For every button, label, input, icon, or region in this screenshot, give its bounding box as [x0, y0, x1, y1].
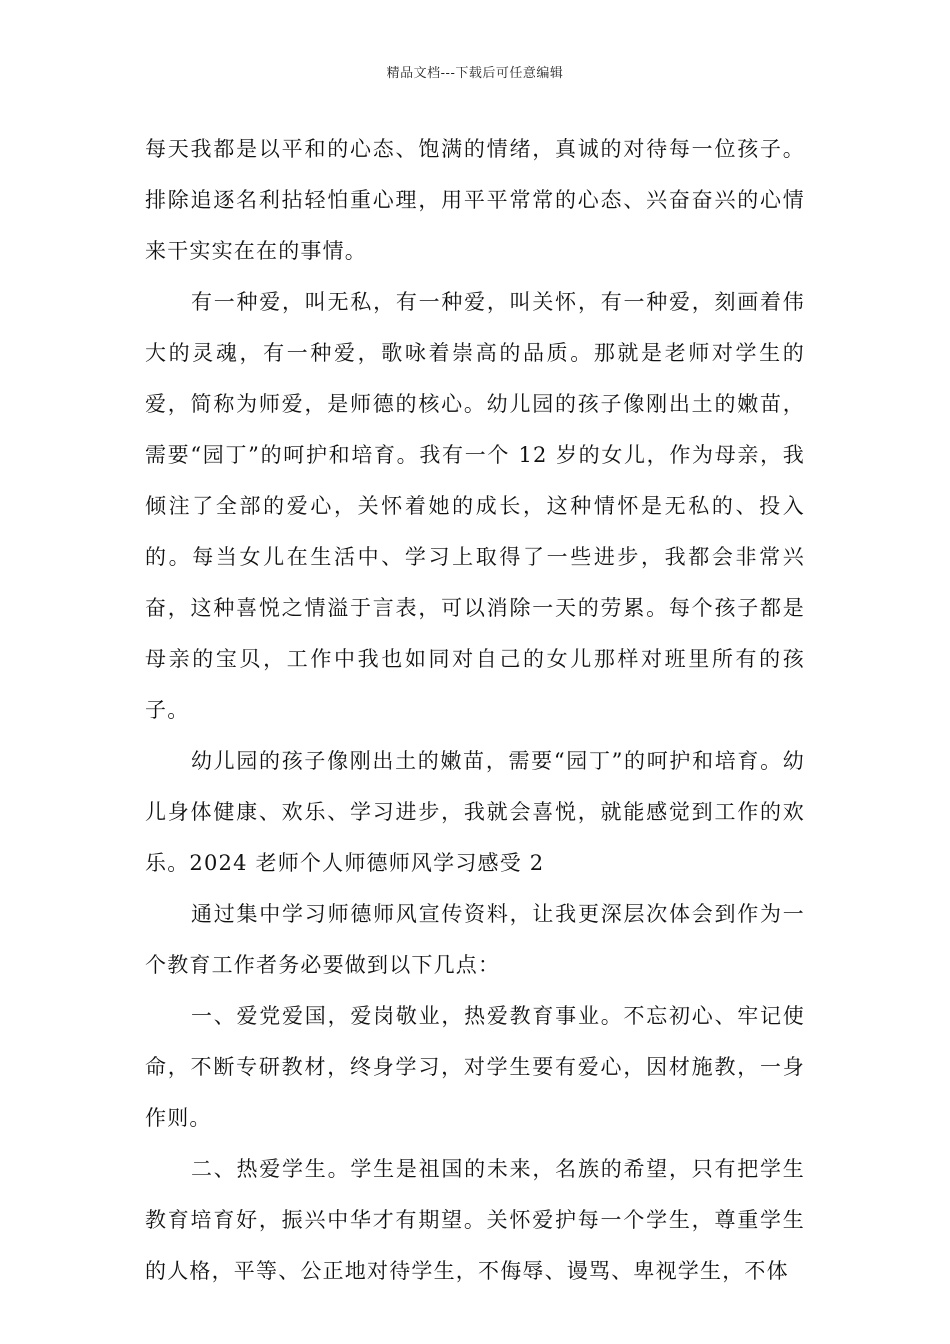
paragraph-4: 通过集中学习师德师风宣传资料，让我更深层次体会到作为一个教育工作者务必要做到以下几点： — [145, 902, 805, 977]
paragraph-1: 每天我都是以平和的心态、饱满的情绪，真诚的对待每一位孩子。排除追逐名利拈轻怕重心理，用平平常常的心态、兴奋奋兴的心情来干实实在在的事情。 — [145, 137, 805, 263]
paragraph-2: 有一种爱，叫无私，有一种爱，叫关怀，有一种爱，刻画着伟大的灵魂，有一种爱，歌咏着崇高的品质。那就是老师对学生的爱，简称为师爱，是师德的核心。幼儿园的孩子像刚出土的嫩苗，需要“园丁”的呵护和培育。我有一个 12 岁的女儿，作为母亲，我倾注了全部的爱心，关怀着她的成长，这种情怀是无私的、投入的。每当女儿在生活中、学习上取得了一些进步，我都会非常兴奋，这种喜悦之情溢于言表，可以消除一天的劳累。每个孩子都是母亲的宝贝，工作中我也如同对自己的女儿那样对班里所有的孩子。 — [145, 290, 805, 722]
page-header: 精品文档---下载后可任意编辑 — [386, 66, 564, 81]
document-body — [145, 124, 805, 1297]
paragraph-3: 幼儿园的孩子像刚出土的嫩苗，需要“园丁”的呵护和培育。幼儿身体健康、欢乐、学习进步，我就会喜悦，就能感觉到工作的欢乐。2024 老师个人师德师风学习感受 2 — [145, 749, 805, 875]
paragraph-5: 一、爱党爱国，爱岗敬业，热爱教育事业。不忘初心、牢记使命，不断专研教材，终身学习，对学生要有爱心，因材施教，一身作则。 — [145, 1004, 805, 1130]
paragraph-6: 二、热爱学生。学生是祖国的未来，名族的希望，只有把学生教育培育好，振兴中华才有期望。关怀爱护每一个学生，尊重学生的人格，平等、公正地对待学生，不侮辱、谩骂、卑视学生，不体 — [145, 1157, 805, 1283]
